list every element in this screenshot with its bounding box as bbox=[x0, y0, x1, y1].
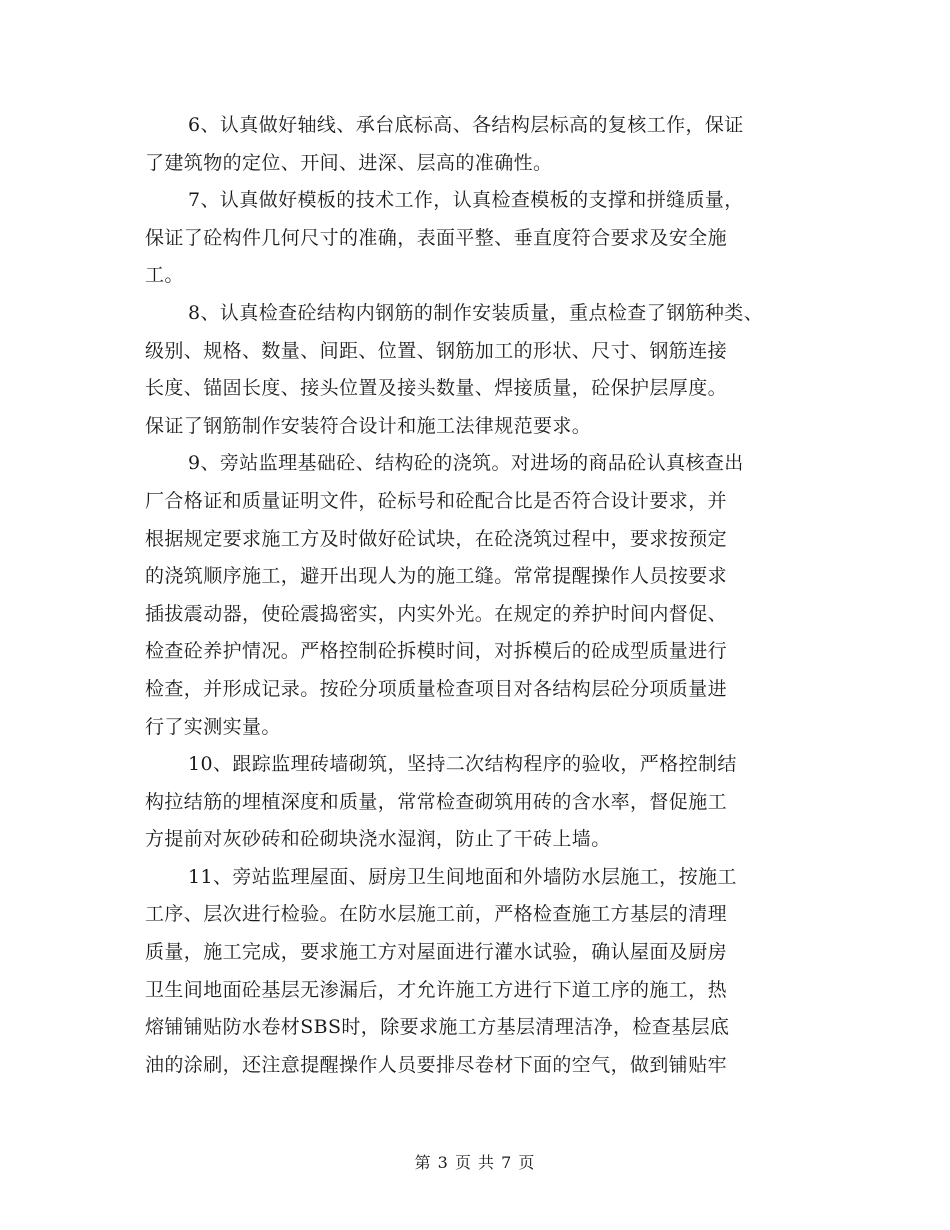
paragraph-9-line: 行了实测实量。 bbox=[145, 715, 281, 738]
paragraph-9-line: 9、旁站监理基础砼、结构砼的浇筑。对进场的商品砼认真核查出 bbox=[188, 452, 744, 475]
paragraph-8-line: 级别、规格、数量、间距、位置、钢筋加工的形状、尺寸、钢筋连接 bbox=[145, 339, 728, 362]
paragraph-11-line: 11、旁站监理屋面、厨房卫生间地面和外墙防水层施工，按施工 bbox=[188, 865, 737, 888]
paragraph-11-line: 质量，施工完成，要求施工方对屋面进行灌水试验，确认屋面及厨房 bbox=[145, 941, 728, 964]
paragraph-9-line: 厂合格证和质量证明文件，砼标号和砼配合比是否符合设计要求，并 bbox=[145, 489, 728, 512]
paragraph-6-line: 了建筑物的定位、开间、进深、层高的准确性。 bbox=[145, 151, 553, 174]
paragraph-7-line: 保证了砼构件几何尺寸的准确，表面平整、垂直度符合要求及安全施 bbox=[145, 226, 728, 249]
paragraph-9-line: 插拔震动器，使砼震捣密实，内实外光。在规定的养护时间内督促、 bbox=[145, 602, 728, 625]
paragraph-7-line: 工。 bbox=[145, 264, 184, 287]
paragraph-9-line: 检查砼养护情况。严格控制砼拆模时间，对拆模后的砼成型质量进行 bbox=[145, 640, 728, 663]
paragraph-11-line: 工序、层次进行检验。在防水层施工前，严格检查施工方基层的清理 bbox=[145, 903, 728, 926]
paragraph-8-line: 8、认真检查砼结构内钢筋的制作安装质量，重点检查了钢筋种类、 bbox=[188, 301, 764, 324]
paragraph-11-line: 卫生间地面砼基层无渗漏后，才允许施工方进行下道工序的施工，热 bbox=[145, 978, 728, 1001]
paragraph-10-line: 方提前对灰砂砖和砼砌块浇水湿润，防止了干砖上墙。 bbox=[145, 828, 611, 851]
paragraph-8-line: 长度、锚固长度、接头位置及接头数量、焊接质量，砼保护层厚度。 bbox=[145, 377, 728, 400]
paragraph-8-line: 保证了钢筋制作安装符合设计和施工法律规范要求。 bbox=[145, 414, 592, 437]
paragraph-10-line: 10、跟踪监理砖墙砌筑，坚持二次结构程序的验收，严格控制结 bbox=[188, 753, 737, 776]
paragraph-11-line: 熔铺铺贴防水卷材SBS时，除要求施工方基层清理洁净，检查基层底 bbox=[145, 1016, 730, 1039]
paragraph-11-line: 油的涂刷，还注意提醒操作人员要排尽卷材下面的空气，做到铺贴牢 bbox=[145, 1053, 728, 1076]
paragraph-6-line: 6、认真做好轴线、承台底标高、各结构层标高的复核工作，保证 bbox=[188, 114, 744, 136]
paragraph-7-line: 7、认真做好模板的技术工作，认真检查模板的支撑和拼缝质量， bbox=[188, 189, 744, 212]
page-number-footer: 第 3 页 共 7 页 bbox=[414, 1153, 536, 1172]
paragraph-9-line: 的浇筑顺序施工，避开出现人为的施工缝。常常提醒操作人员按要求 bbox=[145, 565, 728, 588]
paragraph-10-line: 构拉结筋的埋植深度和质量，常常检查砌筑用砖的含水率，督促施工 bbox=[145, 790, 728, 813]
paragraph-9-line: 检查，并形成记录。按砼分项质量检查项目对各结构层砼分项质量进 bbox=[145, 677, 728, 700]
document-body bbox=[145, 107, 825, 1084]
paragraph-9-line: 根据规定要求施工方及时做好砼试块，在砼浇筑过程中，要求按预定 bbox=[145, 527, 728, 550]
